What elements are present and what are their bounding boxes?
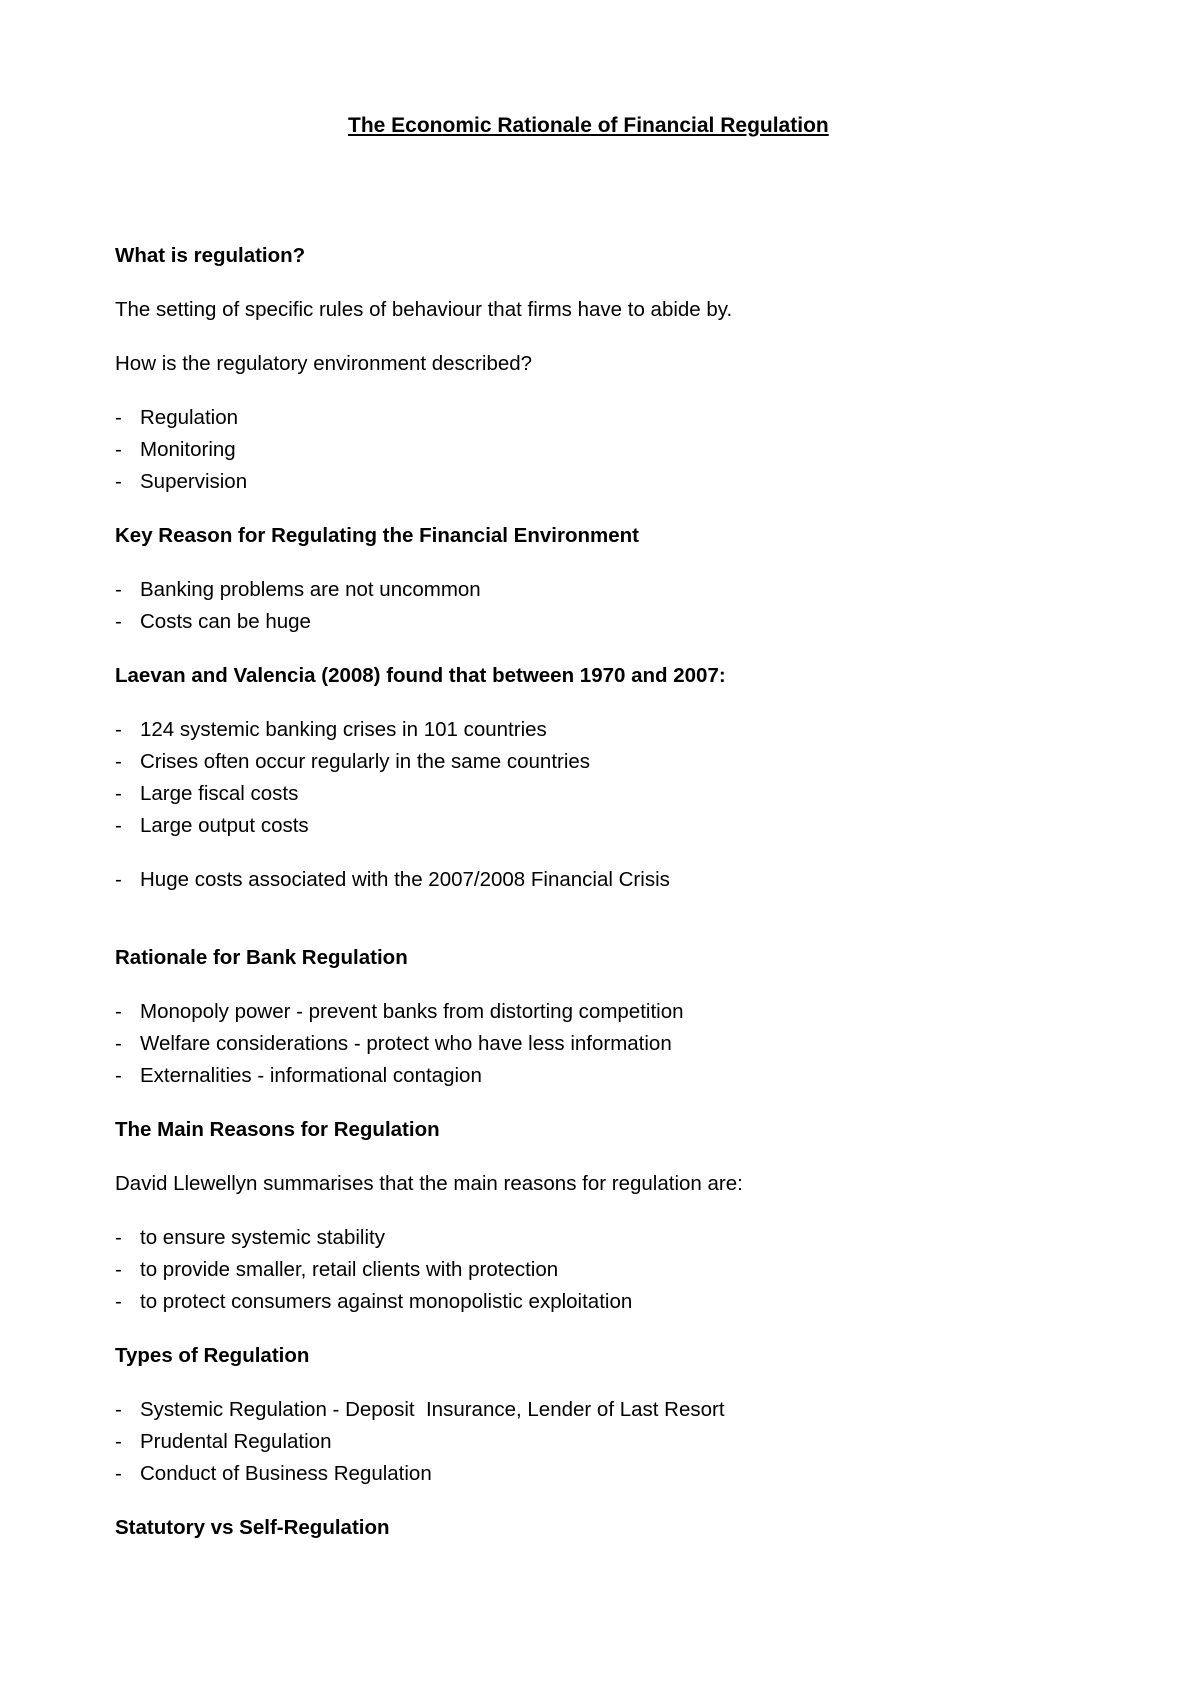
list-crisis-findings bbox=[115, 714, 1115, 842]
list-key-reasons bbox=[115, 574, 1115, 638]
list-item bbox=[115, 434, 1115, 466]
bullet-dash: - bbox=[115, 406, 122, 429]
list-item bbox=[115, 1028, 1115, 1060]
list-item bbox=[115, 746, 1115, 778]
list-item-text: Costs can be huge bbox=[140, 610, 311, 633]
section-heading-statutory-vs-self: Statutory vs Self-Regulation bbox=[115, 1516, 390, 1539]
bullet-dash: - bbox=[115, 1032, 122, 1055]
paragraph-llewellyn: David Llewellyn summarises that the main reasons for regulation are: bbox=[115, 1172, 743, 1195]
bullet-dash: - bbox=[115, 610, 122, 633]
list-item bbox=[115, 402, 1115, 434]
bullet-dash: - bbox=[115, 718, 122, 741]
section-heading-what-is-regulation: What is regulation? bbox=[115, 244, 306, 267]
list-crisis-extra bbox=[115, 864, 1115, 896]
bullet-dash: - bbox=[115, 578, 122, 601]
list-item-text: Banking problems are not uncommon bbox=[140, 578, 481, 601]
paragraph-definition: The setting of specific rules of behaviour that firms have to abide by. bbox=[115, 298, 733, 321]
bullet-dash: - bbox=[115, 782, 122, 805]
bullet-dash: - bbox=[115, 1226, 122, 1249]
list-item-text: Regulation bbox=[140, 406, 239, 429]
list-item-text: Large output costs bbox=[140, 814, 309, 837]
section-heading-laevan-valencia: Laevan and Valencia (2008) found that between 1970 and 2007: bbox=[115, 664, 726, 687]
bullet-dash: - bbox=[115, 438, 122, 461]
section-heading-main-reasons: The Main Reasons for Regulation bbox=[115, 1118, 440, 1141]
bullet-dash: - bbox=[115, 1258, 122, 1281]
list-item bbox=[115, 1458, 1115, 1490]
bullet-dash: - bbox=[115, 1064, 122, 1087]
list-item bbox=[115, 1426, 1115, 1458]
list-item-text: Crises often occur regularly in the same countries bbox=[140, 750, 591, 773]
bullet-dash: - bbox=[115, 1398, 122, 1421]
list-item-text: Conduct of Business Regulation bbox=[140, 1462, 432, 1485]
list-regulatory-environment bbox=[115, 402, 1115, 498]
paragraph-question: How is the regulatory environment described? bbox=[115, 352, 533, 375]
section-heading-key-reason: Key Reason for Regulating the Financial Environment bbox=[115, 524, 639, 547]
bullet-dash: - bbox=[115, 750, 122, 773]
list-item-text: Externalities - informational contagion bbox=[140, 1064, 482, 1087]
bullet-dash: - bbox=[115, 1290, 122, 1313]
list-item-text: Monopoly power - prevent banks from distorting competition bbox=[140, 1000, 684, 1023]
bullet-dash: - bbox=[115, 814, 122, 837]
list-item-text: 124 systemic banking crises in 101 countries bbox=[140, 718, 547, 741]
list-item bbox=[115, 466, 1115, 498]
list-rationale bbox=[115, 996, 1115, 1092]
list-item-text: Large fiscal costs bbox=[140, 782, 299, 805]
list-types bbox=[115, 1394, 1115, 1490]
bullet-dash: - bbox=[115, 1430, 122, 1453]
bullet-dash: - bbox=[115, 1000, 122, 1023]
section-heading-rationale-bank-regulation: Rationale for Bank Regulation bbox=[115, 946, 408, 969]
list-item bbox=[115, 714, 1115, 746]
list-item bbox=[115, 606, 1115, 638]
list-item-text: to protect consumers against monopolistic exploitation bbox=[140, 1290, 633, 1313]
list-item-text: Welfare considerations - protect who have less information bbox=[140, 1032, 672, 1055]
list-item-text: to provide smaller, retail clients with protection bbox=[140, 1258, 559, 1281]
list-item bbox=[115, 1254, 1115, 1286]
list-item bbox=[115, 778, 1115, 810]
list-item bbox=[115, 1060, 1115, 1092]
section-heading-types-of-regulation: Types of Regulation bbox=[115, 1344, 310, 1367]
list-item bbox=[115, 574, 1115, 606]
list-item bbox=[115, 1394, 1115, 1426]
bullet-dash: - bbox=[115, 1462, 122, 1485]
bullet-dash: - bbox=[115, 868, 122, 891]
document-title: The Economic Rationale of Financial Regulation bbox=[348, 114, 829, 137]
list-item bbox=[115, 1286, 1115, 1318]
list-item-text: Systemic Regulation - Deposit Insurance, Lender of Last Resort bbox=[140, 1398, 725, 1421]
bullet-dash: - bbox=[115, 470, 122, 493]
document-body bbox=[115, 240, 1115, 1544]
list-item bbox=[115, 864, 1115, 896]
list-item-text: to ensure systemic stability bbox=[140, 1226, 385, 1249]
list-item-text: Huge costs associated with the 2007/2008 Financial Crisis bbox=[140, 868, 670, 891]
list-item-text: Supervision bbox=[140, 470, 248, 493]
list-item-text: Prudental Regulation bbox=[140, 1430, 332, 1453]
list-item bbox=[115, 810, 1115, 842]
list-main-reasons bbox=[115, 1222, 1115, 1318]
list-item bbox=[115, 996, 1115, 1028]
list-item-text: Monitoring bbox=[140, 438, 236, 461]
list-item bbox=[115, 1222, 1115, 1254]
